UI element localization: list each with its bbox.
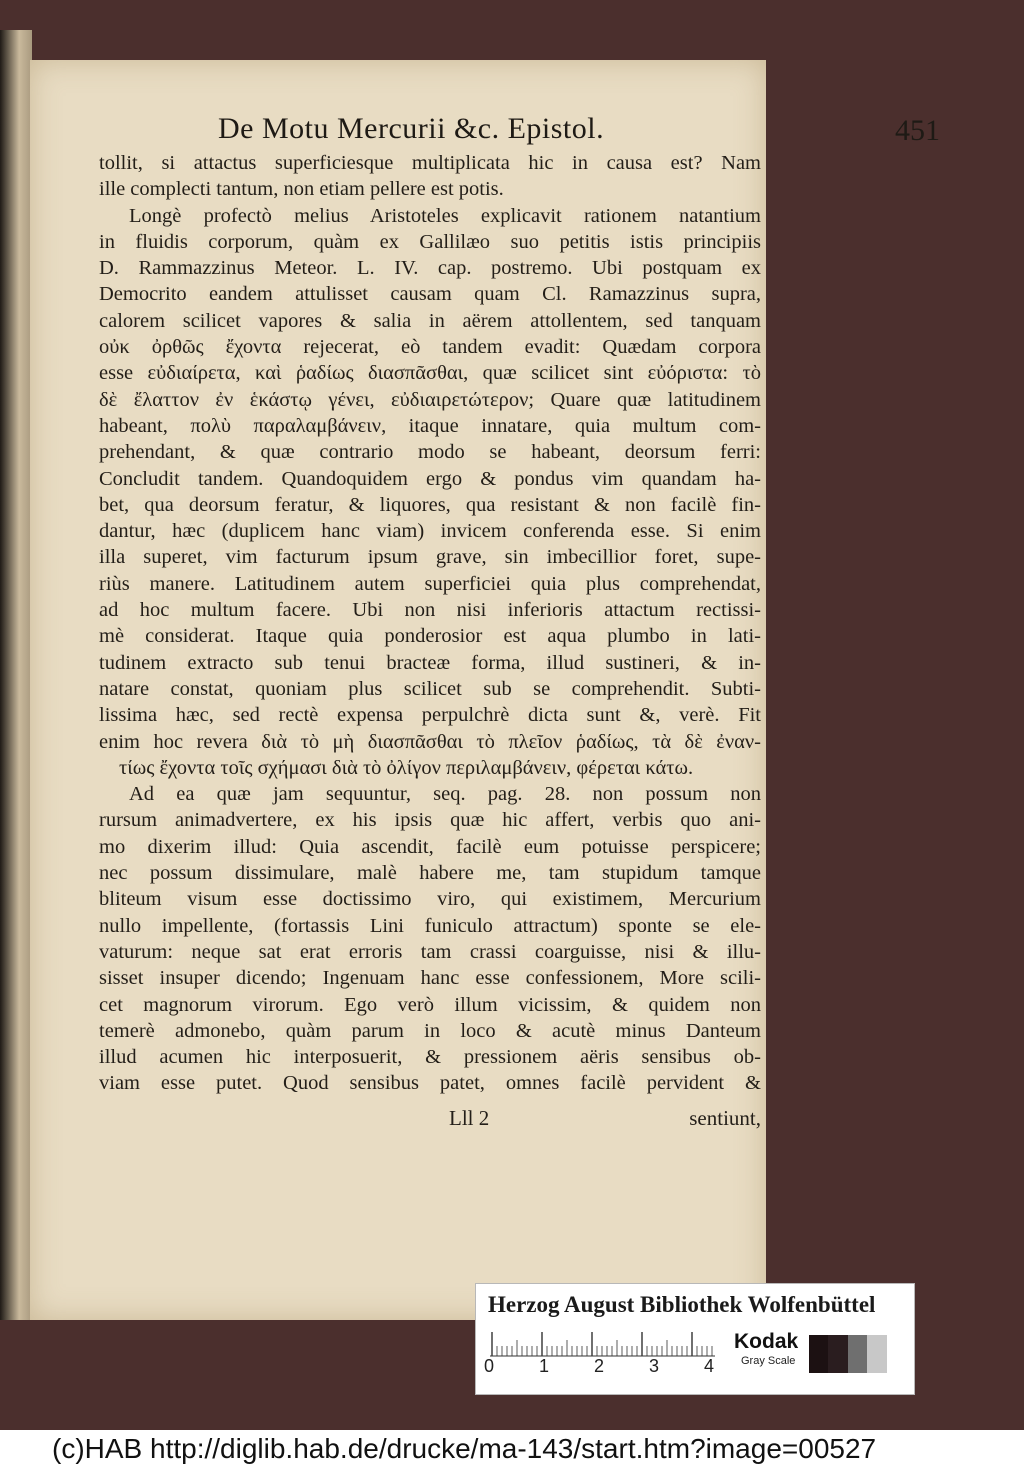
text-line: vaturum: neque sat erat erroris tam crassi coarguisse, nisi & illu-: [99, 940, 761, 963]
text-line: temerè admonebo, quàm parum in loco & acutè minus Danteum: [99, 1019, 761, 1042]
text-line: dantur, hæc (duplicem hanc viam) invicem conferenda esse. Si enim: [99, 520, 761, 543]
text-line: δὲ ἔλαττον ἐν ἑκάστῳ γένει, εὐδιαιρετώτερον; Quare quæ latitudinem: [99, 388, 761, 411]
text-line: tollit, si attactus superficiesque multiplicata hic in causa est? Nam: [99, 152, 761, 174]
ruler-number: 0: [484, 1356, 495, 1376]
page-number: 451: [895, 114, 940, 147]
text-line: Concludit tandem. Quandoquidem ergo & pondus vim quandam ha-: [99, 467, 761, 490]
text-line: οὐκ ὀρθῶς ἔχοντα rejecerat, eò tandem evadit: Quædam corpora: [99, 336, 761, 359]
text-line: prehendant, & quæ contrario modo se habeant, deorsum ferri:: [99, 441, 761, 464]
text-line: nullo impellente, (fortassis Lini funiculo attractum) sponte se ele-: [99, 914, 761, 937]
text-line: Ad ea quæ jam sequuntur, seq. pag. 28. non possum non: [129, 783, 761, 806]
citation-footer: [0, 1430, 1024, 1470]
text-line: mè considerat. Itaque quia ponderosior est aqua plumbo in lati-: [99, 625, 761, 648]
text-line: viam esse putet. Quod sensibus patet, omnes facilè pervident &: [99, 1072, 761, 1095]
page-footer-line: [99, 1106, 761, 1134]
kodak-logo: Kodak: [734, 1330, 799, 1353]
text-line: rursum animadvertere, ex his ipsis quæ hic affert, verbis quo ani-: [99, 809, 761, 832]
gray-swatch: [828, 1335, 847, 1373]
text-line: in fluidis corporum, quàm ex Gallilæo suo petitis istis principiis: [99, 230, 761, 253]
running-head: [210, 112, 940, 152]
text-line: enim hoc revera διὰ τὸ μὴ διασπᾶσθαι τὸ πλεῖον ῥαδίως, τὰ δὲ ἐναν-: [99, 730, 761, 753]
text-line: ad hoc multum facere. Ubi non nisi inferioris attactum rectissi-: [99, 599, 761, 622]
ruler-number: 4: [704, 1356, 715, 1376]
text-line: D. Rammazzinus Meteor. L. IV. cap. postremo. Ubi postquam ex: [99, 257, 761, 280]
ruler-numbers: [484, 1356, 724, 1380]
text-line: Democrito eandem attulisset causam quam Cl. Ramazzinus supra,: [99, 283, 761, 306]
signature-mark: Lll 2: [449, 1106, 490, 1130]
text-line: sisset insuper dicendo; Ingenuam hanc esse confessionem, More scili-: [99, 967, 761, 990]
running-head-title: De Motu Mercurii &c. Epistol.: [218, 112, 605, 145]
library-name: Herzog August Bibliothek Wolfenbüttel: [488, 1292, 876, 1317]
gray-scale-label: Gray Scale: [741, 1355, 796, 1367]
gray-swatch: [887, 1335, 906, 1373]
text-line: illa superet, vim facturum ipsum grave, sin imbecillior foret, supe-: [99, 546, 761, 569]
gray-swatch: [809, 1335, 828, 1373]
book-page: [30, 60, 940, 1320]
text-line: Longè profectò melius Aristoteles explicavit rationem natantium: [129, 204, 761, 227]
text-line: mo dixerim illud: Quia ascendit, facilè eum potuisse perspicere;: [99, 835, 761, 858]
ruler-number: 3: [649, 1356, 660, 1376]
text-line: habeant, πολὺ παραλαμβάνειν, itaque innatare, quia multum com-: [99, 414, 761, 437]
book-edge: [0, 30, 32, 1320]
text-line: bliteum visum esse doctissimo viro, qui existimem, Mercurium: [99, 888, 761, 911]
ruler-number: 2: [594, 1356, 605, 1376]
citation-text: (c)HAB http://diglib.hab.de/drucke/ma-143/start.htm?image=00527: [52, 1433, 877, 1464]
text-line: cet magnorum virorum. Ego verò illum vicissim, & quidem non: [99, 993, 761, 1016]
text-line: esse εὐδιαίρετα, καὶ ῥαδίως διασπᾶσθαι, quæ scilicet sint εὐόριστα: τὸ: [99, 362, 761, 385]
text-line: bet, qua deorsum feratur, & liquores, qua resistant & non facilè fin-: [99, 493, 761, 516]
library-color-card: [475, 1283, 915, 1395]
catchword: sentiunt,: [689, 1106, 761, 1130]
text-line: lissima hæc, sed rectè expensa perpulchrè dicta sunt &, verè. Fit: [99, 704, 761, 727]
text-line: riùs manere. Latitudinem autem superficiei quia plus comprehendat,: [99, 572, 761, 595]
text-line: τίως ἔχοντα τοῖς σχήμασι διὰ τὸ ὀλίγον περιλαμβάνειν, φέρεται κάτω.: [119, 756, 694, 779]
gray-scale-swatches: [809, 1335, 906, 1373]
text-line: calorem scilicet vapores & salia in aërem attollentem, sed tanquam: [99, 309, 761, 332]
text-line: ille complecti tantum, non etiam pellere est potis.: [99, 178, 504, 201]
gray-swatch: [867, 1335, 886, 1373]
ruler-number: 1: [539, 1356, 550, 1376]
body-text: [99, 150, 761, 1097]
text-line: illud acumen hic interposuerit, & pressionem aëris sensibus ob-: [99, 1046, 761, 1069]
text-line: nec possum dissimulare, malè habere me, tam stupidum tamque: [99, 862, 761, 885]
text-line: natare constat, quoniam plus scilicet sub se comprehendit. Subti-: [99, 677, 761, 700]
text-line: tudinem extracto sub tenui bracteæ forma, illud sustineri, & in-: [99, 651, 761, 674]
gray-swatch: [848, 1335, 867, 1373]
